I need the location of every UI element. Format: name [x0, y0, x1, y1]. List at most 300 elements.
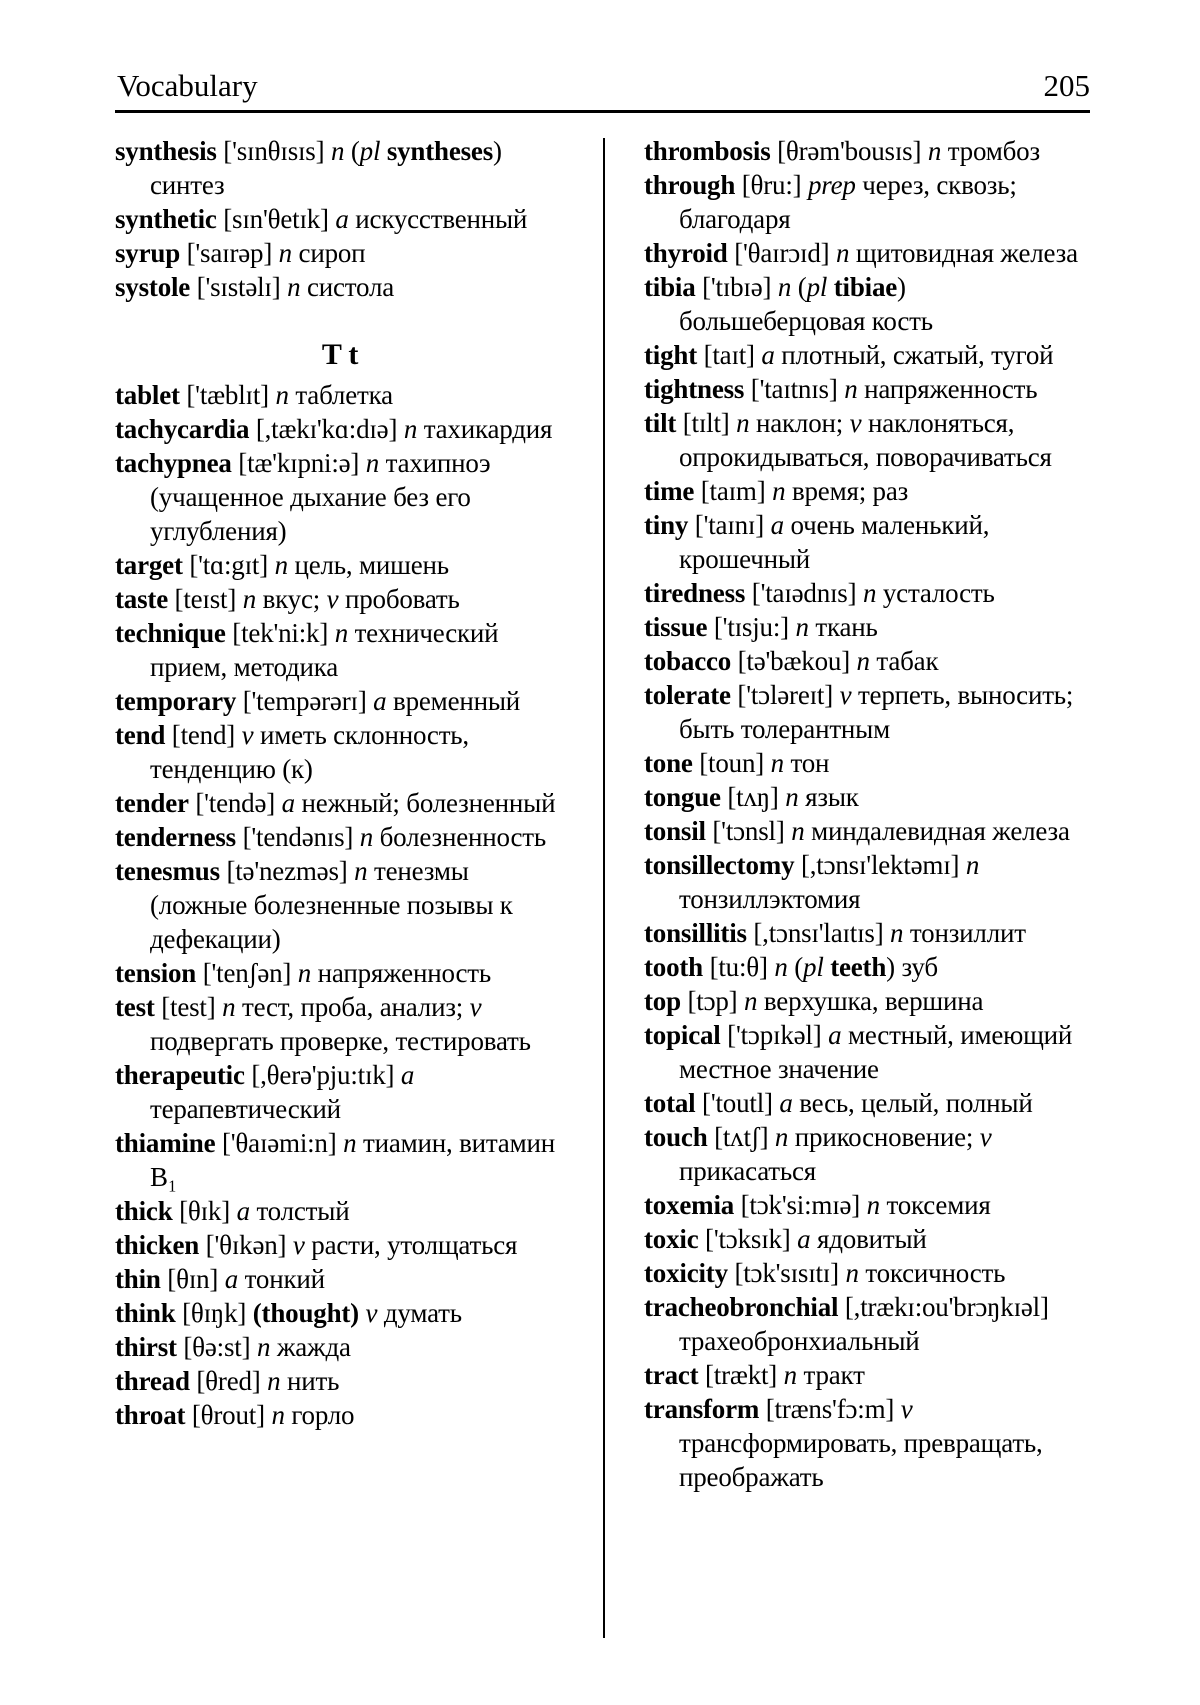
entries-t — [115, 378, 565, 1432]
irregular-form: (thought) — [252, 1298, 359, 1328]
headword: tenderness — [115, 822, 236, 852]
part-of-speech: n — [275, 380, 289, 410]
part-of-speech: a — [236, 1196, 250, 1226]
part-of-speech: v — [292, 1230, 305, 1260]
dictionary-entry — [644, 984, 1094, 1018]
part-of-speech: n — [845, 1258, 859, 1288]
dictionary-entry — [115, 820, 565, 854]
headword: thread — [115, 1366, 190, 1396]
dictionary-entry — [644, 1392, 1094, 1494]
translation: усталость — [882, 578, 995, 608]
transcription: [tu:θ] — [709, 952, 768, 982]
translation: тонзиллит — [909, 918, 1026, 948]
part-of-speech: v — [900, 1394, 913, 1424]
part-of-speech: n — [785, 782, 799, 812]
part-of-speech: v — [365, 1298, 378, 1328]
headword: tight — [644, 340, 698, 370]
headword: thrombosis — [644, 136, 771, 166]
part-of-speech: n — [330, 136, 345, 166]
dictionary-entry — [644, 1256, 1094, 1290]
part-of-speech: a — [224, 1264, 239, 1294]
dictionary-entry — [115, 786, 565, 820]
headword: tender — [115, 788, 189, 818]
transcription: ['taɪtnɪs] — [750, 374, 838, 404]
part-of-speech: a — [335, 204, 349, 234]
headword: thicken — [115, 1230, 200, 1260]
dictionary-entry — [644, 1120, 1094, 1188]
dictionary-entry — [115, 1058, 565, 1126]
part-of-speech: n — [354, 856, 368, 886]
translation: расти, утолщаться — [311, 1230, 518, 1260]
translation: миндалевидная железа — [811, 816, 1070, 846]
transcription: [tə'nezməs] — [226, 856, 348, 886]
running-title: Vocabulary — [117, 68, 258, 103]
part-of-speech: n — [297, 958, 312, 988]
headword: tachycardia — [115, 414, 250, 444]
part-of-speech: n — [783, 1360, 797, 1390]
transcription: ['tempərərɪ] — [242, 686, 367, 716]
part-of-speech: n — [256, 1332, 271, 1362]
transcription: ['θaɪəmi:n] — [221, 1128, 337, 1158]
transcription: ['θaɪrɔɪd] — [734, 238, 830, 268]
transcription: [teɪst] — [174, 584, 237, 614]
part-of-speech: a — [761, 340, 775, 370]
plural-word: syntheses — [386, 136, 494, 166]
dictionary-entry — [115, 1228, 565, 1262]
dictionary-entry — [115, 1330, 565, 1364]
headword: toxicity — [644, 1258, 728, 1288]
transcription: [tɔk'si:mɪə] — [740, 1190, 861, 1220]
transcription: [,θerə'pju:tɪk] — [251, 1060, 395, 1090]
translation: местный, имеющий местное значение — [679, 1020, 1073, 1084]
transcription: ['tɔpɪkəl] — [727, 1020, 822, 1050]
dictionary-entry — [644, 1018, 1094, 1086]
transcription: [,tækɪ'kɑ:dɪə] — [255, 414, 398, 444]
part-of-speech: n — [744, 986, 758, 1016]
headword: tachypnea — [115, 448, 232, 478]
headword: think — [115, 1298, 176, 1328]
part-of-speech: n — [774, 952, 788, 982]
part-of-speech: n — [927, 136, 942, 166]
dictionary-entry — [115, 378, 565, 412]
translation: толстый — [256, 1196, 350, 1226]
dictionary-entry — [115, 1398, 565, 1432]
part-of-speech: n — [856, 646, 870, 676]
dictionary-entry — [115, 446, 565, 548]
translation: тахикардия — [423, 414, 553, 444]
part-of-speech: n — [965, 850, 980, 880]
headword: tonsillectomy — [644, 850, 795, 880]
part-of-speech: n — [287, 272, 301, 302]
headword: through — [644, 170, 736, 200]
dictionary-entry — [644, 406, 1094, 474]
transcription: ['sɪstəlɪ] — [196, 272, 281, 302]
headword: throat — [115, 1400, 186, 1430]
dictionary-entry — [115, 202, 565, 236]
plural-marker: pl — [359, 136, 381, 166]
transcription: [,tɔnsɪ'laɪtɪs] — [753, 918, 884, 948]
part-of-speech: a — [400, 1060, 415, 1090]
translation: время; раз — [791, 476, 909, 506]
translation: верхушка, вершина — [763, 986, 984, 1016]
left-column — [115, 134, 565, 1432]
part-of-speech: a — [373, 686, 387, 716]
translation: терпеть, выносить; быть толерантным — [679, 680, 1074, 744]
transcription: ['tɑ:gɪt] — [189, 550, 269, 580]
translation: технический прием, методика — [150, 618, 499, 682]
plural-form: (pl tibiae) — [797, 272, 906, 302]
transcription: [θrout] — [191, 1400, 265, 1430]
translation: временный — [393, 686, 521, 716]
transcription: [tæ'kɪpni:ə] — [238, 448, 360, 478]
transcription: ['taɪnɪ] — [694, 510, 765, 540]
translation: таблетка — [295, 380, 393, 410]
headword: touch — [644, 1122, 708, 1152]
part-of-speech: n — [359, 822, 374, 852]
part-of-speech: a — [779, 1088, 793, 1118]
transcription: [tɪlt] — [682, 408, 730, 438]
dictionary-entry — [644, 746, 1094, 780]
transcription: [θɪk] — [179, 1196, 230, 1226]
transcription: ['tɔksɪk] — [705, 1224, 791, 1254]
dictionary-entry — [644, 236, 1094, 270]
headword: tonsillitis — [644, 918, 747, 948]
dictionary-entry — [644, 1188, 1094, 1222]
translation: напряженность — [317, 958, 491, 988]
entries-t-continued — [644, 134, 1094, 1494]
dictionary-entry — [644, 950, 1094, 984]
dictionary-entry — [644, 610, 1094, 644]
dictionary-entry — [115, 684, 565, 718]
headword: tiny — [644, 510, 689, 540]
dictionary-entry — [115, 616, 565, 684]
dictionary-entry — [644, 916, 1094, 950]
translation: наклон; — [755, 408, 844, 438]
translation: наклоняться, опрокидываться, поворачиваться — [679, 408, 1052, 472]
dictionary-entry — [644, 848, 1094, 916]
headword: tract — [644, 1360, 699, 1390]
dictionary-entry — [644, 576, 1094, 610]
translation: терапевтический — [150, 1094, 341, 1124]
translation: тахипноэ (учащенное дыхание без его углубления) — [150, 448, 491, 546]
headword: topical — [644, 1020, 721, 1050]
translation: щитовидная железа — [855, 238, 1078, 268]
headword: systole — [115, 272, 191, 302]
dictionary-entry — [115, 134, 565, 202]
transcription: ['toutl] — [702, 1088, 773, 1118]
translation: тест, проба, анализ; — [241, 992, 464, 1022]
headword: tablet — [115, 380, 180, 410]
part-of-speech: n — [242, 584, 256, 614]
dictionary-entry — [115, 718, 565, 786]
part-of-speech: n — [866, 1190, 880, 1220]
transcription: [taɪt] — [703, 340, 755, 370]
part-of-speech: n — [795, 612, 809, 642]
translation: тромбоз — [947, 136, 1040, 166]
part-of-speech: n — [343, 1128, 357, 1158]
transcription: [tɔk'sɪsɪtɪ] — [734, 1258, 839, 1288]
dictionary-entry — [115, 270, 565, 304]
translation: сироп — [298, 238, 366, 268]
transcription: ['tɔnsl] — [712, 816, 785, 846]
transcription: [θə:st] — [183, 1332, 251, 1362]
headword: tend — [115, 720, 166, 750]
plural-word: tibiae — [833, 272, 898, 302]
plural-form: (pl syntheses) — [350, 136, 502, 166]
transcription: [træns'fɔ:m] — [765, 1394, 895, 1424]
headword: tolerate — [644, 680, 731, 710]
headword: temporary — [115, 686, 237, 716]
headword: transform — [644, 1394, 760, 1424]
translation: зуб — [901, 952, 938, 982]
transcription: [tə'bækou] — [737, 646, 850, 676]
transcription: [tɔp] — [687, 986, 738, 1016]
dictionary-entry — [644, 644, 1094, 678]
part-of-speech: a — [828, 1020, 842, 1050]
translation: цель, мишень — [294, 550, 449, 580]
headword: tibia — [644, 272, 696, 302]
dictionary-entry — [115, 854, 565, 956]
dictionary-entry — [115, 956, 565, 990]
dictionary-entry — [644, 678, 1094, 746]
headword: tone — [644, 748, 693, 778]
transcription: [toun] — [699, 748, 765, 778]
transcription: [tek'ni:k] — [232, 618, 329, 648]
translation: через, сквозь; благодаря — [679, 170, 1017, 234]
translation: ткань — [815, 612, 878, 642]
entries-s — [115, 134, 565, 304]
dictionary-entry — [115, 236, 565, 270]
headword: taste — [115, 584, 168, 614]
part-of-speech: n — [772, 476, 786, 506]
translation: весь, целый, полный — [799, 1088, 1033, 1118]
headword: toxic — [644, 1224, 699, 1254]
transcription: [,trækɪ:ou'brɔŋkɪəl] — [844, 1292, 1049, 1322]
part-of-speech: a — [797, 1224, 811, 1254]
translation: искусственный — [355, 204, 528, 234]
translation: прикасаться — [679, 1156, 817, 1186]
translation: табак — [876, 646, 939, 676]
transcription: [θru:] — [741, 170, 802, 200]
translation: токсичность — [865, 1258, 1006, 1288]
headword: tonsil — [644, 816, 706, 846]
part-of-speech: n — [844, 374, 858, 404]
transcription: ['θɪkən] — [205, 1230, 287, 1260]
translation: ядовитый — [817, 1224, 927, 1254]
headword: tissue — [644, 612, 708, 642]
translation: трансформировать, превращать, преображать — [679, 1428, 1043, 1492]
transcription: [test] — [161, 992, 216, 1022]
dictionary-entry — [115, 1262, 565, 1296]
dictionary-entry — [644, 474, 1094, 508]
headword: toxemia — [644, 1190, 735, 1220]
headword: target — [115, 550, 183, 580]
translation: токсемия — [886, 1190, 991, 1220]
translation: жажда — [276, 1332, 351, 1362]
dictionary-entry — [644, 1358, 1094, 1392]
headword: tenesmus — [115, 856, 220, 886]
headword: thick — [115, 1196, 173, 1226]
headword: time — [644, 476, 695, 506]
headword: thirst — [115, 1332, 177, 1362]
part-of-speech: n — [890, 918, 904, 948]
part-of-speech: v — [241, 720, 254, 750]
translation: горло — [291, 1400, 355, 1430]
headword: synthetic — [115, 204, 217, 234]
part-of-speech: n — [334, 618, 348, 648]
dictionary-entry — [115, 582, 565, 616]
headword: tilt — [644, 408, 677, 438]
headword: thin — [115, 1264, 161, 1294]
transcription: ['tæblɪt] — [186, 380, 269, 410]
transcription: [sɪn'θetɪk] — [223, 204, 329, 234]
plural-word: teeth — [830, 952, 887, 982]
part-of-speech: a — [281, 788, 295, 818]
transcription: [tʌŋ] — [727, 782, 779, 812]
transcription: [θred] — [196, 1366, 261, 1396]
transcription: ['saɪrəp] — [186, 238, 273, 268]
translation: пробовать — [344, 584, 460, 614]
part-of-speech: n — [836, 238, 850, 268]
translation: думать — [383, 1298, 462, 1328]
part-of-speech: n — [274, 550, 288, 580]
part-of-speech: prep — [807, 170, 856, 200]
transcription: [θrəm'bousɪs] — [777, 136, 922, 166]
dictionary-entry — [644, 1222, 1094, 1256]
translation: тонзиллэктомия — [679, 884, 861, 914]
headword: tongue — [644, 782, 721, 812]
dictionary-entry — [115, 1364, 565, 1398]
translation: тракт — [803, 1360, 865, 1390]
dictionary-entry — [644, 508, 1094, 576]
transcription: [tʌtʃ] — [714, 1122, 769, 1152]
translation: болезненность — [379, 822, 546, 852]
transcription: ['tɪsju:] — [713, 612, 789, 642]
part-of-speech: n — [736, 408, 750, 438]
section-letter: T t — [321, 338, 359, 371]
dictionary-entry — [644, 814, 1094, 848]
dictionary-entry — [644, 1086, 1094, 1120]
transcription: [θɪn] — [167, 1264, 219, 1294]
translation: большеберцовая кость — [679, 306, 933, 336]
dictionary-entry — [115, 1126, 565, 1194]
part-of-speech: n — [770, 748, 784, 778]
transcription: [trækt] — [705, 1360, 778, 1390]
transcription: [tend] — [171, 720, 236, 750]
transcription: ['tɪbɪə] — [702, 272, 772, 302]
transcription: ['tendənɪs] — [242, 822, 354, 852]
part-of-speech: a — [770, 510, 784, 540]
headword: total — [644, 1088, 696, 1118]
plural-form: (pl teeth) — [794, 952, 895, 982]
headword: synthesis — [115, 136, 217, 166]
dictionary-entry — [644, 372, 1094, 406]
dictionary-entry — [115, 412, 565, 446]
headword: technique — [115, 618, 226, 648]
dictionary-entry — [115, 1296, 565, 1330]
part-of-speech: v — [979, 1122, 992, 1152]
translation: очень маленький, крошечный — [679, 510, 990, 574]
transcription: ['tɔləreɪt] — [737, 680, 834, 710]
headword: tobacco — [644, 646, 732, 676]
transcription: ['sɪnθɪsɪs] — [223, 136, 325, 166]
dictionary-entry — [644, 168, 1094, 236]
translation: тон — [790, 748, 830, 778]
dictionary-entry — [644, 270, 1094, 338]
part-of-speech: n — [791, 816, 805, 846]
part-of-speech: v — [849, 408, 862, 438]
dictionary-entry — [115, 548, 565, 582]
translation: вкус; — [262, 584, 321, 614]
page-number: 205 — [1043, 68, 1090, 103]
translation: нежный; болезненный — [301, 788, 556, 818]
dictionary-entry — [644, 780, 1094, 814]
translation: синтез — [150, 170, 225, 200]
part-of-speech: v — [326, 584, 339, 614]
headword: thyroid — [644, 238, 728, 268]
part-of-speech: n — [774, 1122, 789, 1152]
headword: tiredness — [644, 578, 746, 608]
part-of-speech: n — [777, 272, 792, 302]
part-of-speech: n — [365, 448, 380, 478]
dictionary-entry — [644, 338, 1094, 372]
transcription: [θɪŋk] — [182, 1298, 247, 1328]
transcription: ['tendə] — [195, 788, 276, 818]
column-divider — [603, 138, 605, 1638]
transcription: [,tɔnsɪ'lektəmɪ] — [800, 850, 960, 880]
translation: прикосновение; — [794, 1122, 974, 1152]
dictionary-entry — [644, 1290, 1094, 1358]
part-of-speech: v — [839, 680, 852, 710]
translation: иметь склонность, тенденцию (к) — [150, 720, 469, 784]
dictionary-entry — [115, 990, 565, 1058]
dictionary-entry — [115, 1194, 565, 1228]
part-of-speech: n — [403, 414, 418, 444]
translation: подвергать проверке, тестировать — [150, 1026, 531, 1056]
translation: нить — [287, 1366, 340, 1396]
headword: tooth — [644, 952, 703, 982]
transcription: [taɪm] — [700, 476, 766, 506]
part-of-speech: n — [862, 578, 877, 608]
headword: thiamine — [115, 1128, 216, 1158]
headword: syrup — [115, 238, 181, 268]
transcription: ['taɪədnɪs] — [751, 578, 857, 608]
right-column — [644, 134, 1094, 1494]
part-of-speech: n — [278, 238, 292, 268]
translation: тиамин, витамин B₁ — [150, 1128, 555, 1192]
part-of-speech: v — [469, 992, 482, 1022]
translation: тенезмы (ложные болезненные позывы к дефекации) — [150, 856, 513, 954]
translation: систола — [306, 272, 395, 302]
dictionary-entry — [644, 134, 1094, 168]
translation: трахеобронхиальный — [679, 1326, 920, 1356]
headword: tightness — [644, 374, 745, 404]
part-of-speech: n — [222, 992, 236, 1022]
translation: язык — [805, 782, 859, 812]
part-of-speech: n — [271, 1400, 285, 1430]
translation: плотный, сжатый, тугой — [781, 340, 1054, 370]
transcription: ['tenʃən] — [202, 958, 292, 988]
page-header — [115, 64, 1090, 113]
plural-marker: pl — [803, 952, 824, 982]
headword: test — [115, 992, 155, 1022]
part-of-speech: n — [267, 1366, 281, 1396]
headword: tension — [115, 958, 197, 988]
plural-marker: pl — [806, 272, 828, 302]
headword: therapeutic — [115, 1060, 245, 1090]
translation: тонкий — [244, 1264, 325, 1294]
headword: tracheobronchial — [644, 1292, 839, 1322]
